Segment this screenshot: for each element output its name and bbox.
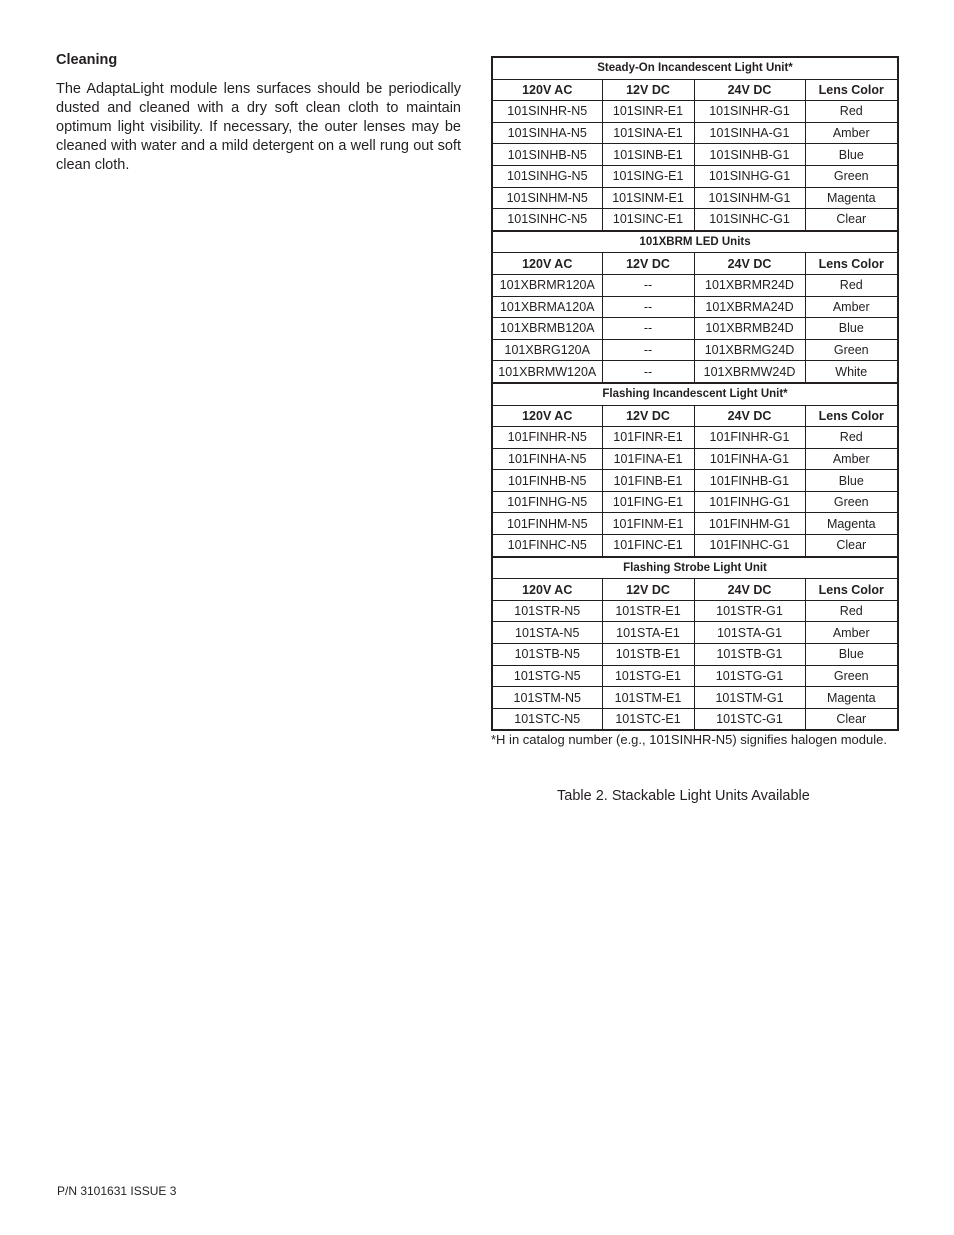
table-row (492, 339, 898, 361)
column-header: 24V DC (694, 405, 805, 427)
table-cell: 101SINHR-G1 (694, 101, 805, 123)
table-cell: -- (602, 361, 694, 383)
table-cell: Amber (805, 622, 898, 644)
table-cell: Red (805, 600, 898, 622)
table-cell: Blue (805, 144, 898, 166)
table-cell: 101STG-E1 (602, 665, 694, 687)
table-cell: 101SINHG-N5 (492, 165, 602, 187)
section-title-row (492, 231, 898, 253)
table-cell: 101SINHR-N5 (492, 101, 602, 123)
table-cell: 101STA-E1 (602, 622, 694, 644)
table-cell: Clear (805, 535, 898, 557)
table-cell: 101FINHA-G1 (694, 448, 805, 470)
table-cell: 101STC-G1 (694, 708, 805, 730)
table-cell: -- (602, 296, 694, 318)
table-cell: 101XBRMW24D (694, 361, 805, 383)
table-cell: Blue (805, 644, 898, 666)
part-number: P/N 3101631 ISSUE 3 (57, 1184, 177, 1198)
section-title: 101XBRM LED Units (492, 231, 898, 253)
table-section (492, 557, 898, 731)
table-section (492, 383, 898, 557)
table-cell: Magenta (805, 687, 898, 709)
column-header: 12V DC (602, 79, 694, 101)
section-title: Steady-On Incandescent Light Unit* (492, 57, 898, 79)
table-cell: 101XBRMA120A (492, 296, 602, 318)
column-header: 24V DC (694, 579, 805, 601)
table-footnote: *H in catalog number (e.g., 101SINHR-N5) signifies halogen module. (491, 732, 887, 747)
table-row (492, 708, 898, 730)
table-row (492, 101, 898, 123)
column-header: Lens Color (805, 579, 898, 601)
column-header: 120V AC (492, 79, 602, 101)
table-cell: 101XBRMR24D (694, 274, 805, 296)
table-cell: -- (602, 318, 694, 340)
table-row (492, 427, 898, 449)
table-cell: 101STB-N5 (492, 644, 602, 666)
section-title-row (492, 557, 898, 579)
table-row (492, 274, 898, 296)
column-header: Lens Color (805, 405, 898, 427)
table-cell: 101FING-E1 (602, 491, 694, 513)
column-header: 120V AC (492, 405, 602, 427)
table-cell: 101FINHM-G1 (694, 513, 805, 535)
table-cell: Clear (805, 209, 898, 231)
table-cell: 101XBRMB24D (694, 318, 805, 340)
table-cell: -- (602, 339, 694, 361)
table-row (492, 644, 898, 666)
table-row (492, 470, 898, 492)
table-cell: 101STG-G1 (694, 665, 805, 687)
column-header: Lens Color (805, 79, 898, 101)
table-cell: 101STC-E1 (602, 708, 694, 730)
table-caption: Table 2. Stackable Light Units Available (557, 788, 810, 804)
table-section (492, 57, 898, 231)
column-header: 12V DC (602, 405, 694, 427)
table-cell: 101XBRMA24D (694, 296, 805, 318)
table-row (492, 318, 898, 340)
table-row (492, 187, 898, 209)
table-row (492, 665, 898, 687)
column-header-row (492, 405, 898, 427)
table-cell: 101FINHG-G1 (694, 491, 805, 513)
table-cell: Blue (805, 318, 898, 340)
column-header: 24V DC (694, 79, 805, 101)
table-cell: 101SINHM-N5 (492, 187, 602, 209)
table-cell: 101STC-N5 (492, 708, 602, 730)
table-row (492, 209, 898, 231)
table-cell: 101FINHG-N5 (492, 491, 602, 513)
column-header: 24V DC (694, 253, 805, 275)
table-cell: 101STB-G1 (694, 644, 805, 666)
column-header: 12V DC (602, 579, 694, 601)
table-cell: 101FINHR-G1 (694, 427, 805, 449)
section-title: Flashing Strobe Light Unit (492, 557, 898, 579)
table-cell: 101FINHR-N5 (492, 427, 602, 449)
table-cell: 101SINR-E1 (602, 101, 694, 123)
table-cell: 101STM-G1 (694, 687, 805, 709)
table-row (492, 361, 898, 383)
table-cell: 101SINA-E1 (602, 122, 694, 144)
table-row (492, 622, 898, 644)
table-cell: 101FINR-E1 (602, 427, 694, 449)
column-header-row (492, 79, 898, 101)
table-cell: 101STG-N5 (492, 665, 602, 687)
table-cell: 101SINM-E1 (602, 187, 694, 209)
table-row (492, 535, 898, 557)
table-cell: 101SING-E1 (602, 165, 694, 187)
table-cell: 101FINM-E1 (602, 513, 694, 535)
table-row (492, 165, 898, 187)
table-cell: Magenta (805, 513, 898, 535)
table-cell: Magenta (805, 187, 898, 209)
table-cell: Amber (805, 448, 898, 470)
table-cell: 101STR-E1 (602, 600, 694, 622)
table-cell: Clear (805, 708, 898, 730)
section-title-row (492, 383, 898, 405)
table-cell: Red (805, 427, 898, 449)
stackable-light-units-table (491, 56, 899, 731)
table-cell: 101SINHC-N5 (492, 209, 602, 231)
table-cell: 101FINB-E1 (602, 470, 694, 492)
section-title: Flashing Incandescent Light Unit* (492, 383, 898, 405)
table-cell: 101XBRMG24D (694, 339, 805, 361)
table-cell: 101STA-N5 (492, 622, 602, 644)
table-cell: 101FINHM-N5 (492, 513, 602, 535)
table-cell: White (805, 361, 898, 383)
table-row (492, 144, 898, 166)
column-header: 120V AC (492, 579, 602, 601)
table-cell: 101STM-N5 (492, 687, 602, 709)
table-cell: 101XBRMR120A (492, 274, 602, 296)
table-cell: Green (805, 665, 898, 687)
table-row (492, 687, 898, 709)
cleaning-heading: Cleaning (56, 52, 118, 68)
section-title-row (492, 57, 898, 79)
table-row (492, 448, 898, 470)
column-header: 12V DC (602, 253, 694, 275)
table-cell: 101STB-E1 (602, 644, 694, 666)
table-cell: 101FINHC-N5 (492, 535, 602, 557)
table-cell: 101SINHG-G1 (694, 165, 805, 187)
table-section (492, 231, 898, 383)
table-cell: 101SINC-E1 (602, 209, 694, 231)
table-cell: 101FINHB-N5 (492, 470, 602, 492)
table-row (492, 600, 898, 622)
table-cell: 101STR-G1 (694, 600, 805, 622)
table-cell: 101FINHB-G1 (694, 470, 805, 492)
table-row (492, 513, 898, 535)
table-cell: Green (805, 491, 898, 513)
table-cell: -- (602, 274, 694, 296)
cleaning-paragraph: The AdaptaLight module lens surfaces should be periodically dusted and cleaned with a dry soft clean cloth to maintain optimum light visibility. If necessary, the outer lenses may be cleaned with water and a mild detergent on a well rung out soft clean cloth. (56, 81, 461, 173)
table-cell: 101XBRMW120A (492, 361, 602, 383)
table-cell: 101SINHA-G1 (694, 122, 805, 144)
column-header-row (492, 579, 898, 601)
table-cell: 101STR-N5 (492, 600, 602, 622)
table-row (492, 122, 898, 144)
table-cell: 101FINHC-G1 (694, 535, 805, 557)
column-header-row (492, 253, 898, 275)
table-cell: 101SINHA-N5 (492, 122, 602, 144)
column-header: 120V AC (492, 253, 602, 275)
table-cell: 101SINHB-G1 (694, 144, 805, 166)
table-cell: 101SINB-E1 (602, 144, 694, 166)
table-row (492, 491, 898, 513)
table-cell: Amber (805, 122, 898, 144)
column-header: Lens Color (805, 253, 898, 275)
table-cell: Green (805, 165, 898, 187)
table-cell: 101SINHC-G1 (694, 209, 805, 231)
table-cell: 101SINHM-G1 (694, 187, 805, 209)
table-cell: 101STA-G1 (694, 622, 805, 644)
table-cell: Green (805, 339, 898, 361)
table-cell: Red (805, 274, 898, 296)
table-cell: Red (805, 101, 898, 123)
table-cell: Amber (805, 296, 898, 318)
table-row (492, 296, 898, 318)
table-cell: Blue (805, 470, 898, 492)
table-cell: 101XBRMB120A (492, 318, 602, 340)
table-cell: 101FINA-E1 (602, 448, 694, 470)
table-cell: 101SINHB-N5 (492, 144, 602, 166)
table-cell: 101FINC-E1 (602, 535, 694, 557)
table-cell: 101FINHA-N5 (492, 448, 602, 470)
table-cell: 101XBRG120A (492, 339, 602, 361)
table-cell: 101STM-E1 (602, 687, 694, 709)
cleaning-section (56, 52, 461, 175)
